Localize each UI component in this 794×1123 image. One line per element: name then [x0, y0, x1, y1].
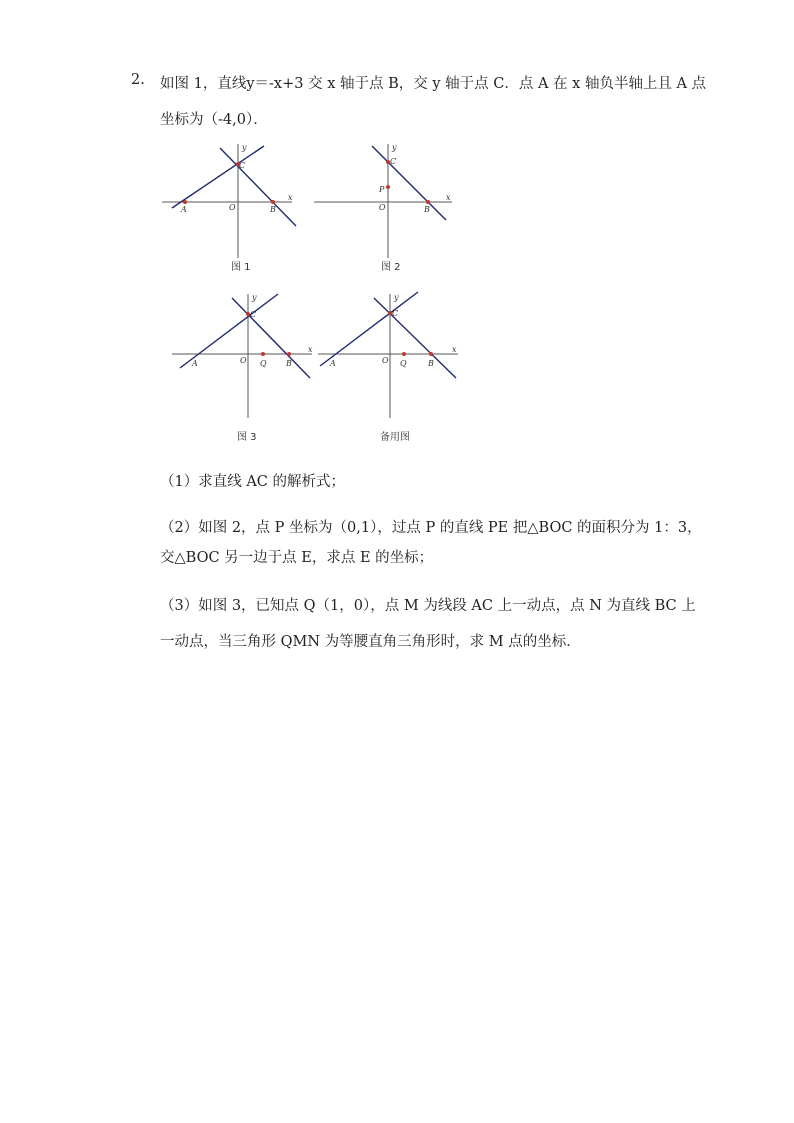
label-q: Q — [260, 359, 267, 368]
problem-number: 2. — [131, 72, 145, 88]
label-origin: O — [379, 203, 386, 212]
point-b — [426, 200, 430, 204]
label-a: A — [192, 359, 198, 368]
label-origin: O — [240, 356, 247, 365]
point-a — [183, 200, 187, 204]
figure-backup-caption: 备用图 — [380, 432, 410, 443]
line-ac — [172, 146, 264, 208]
label-y: y — [242, 143, 247, 152]
problem-line-1: 如图 1，直线y＝-x+3 交 x 轴于点 B，交 y 轴于点 C．点 A 在 x 轴负半轴上且 A 点 — [160, 76, 707, 92]
figure-1 — [160, 140, 300, 260]
label-b: B — [424, 205, 430, 214]
figure-2-caption: 图 2 — [381, 262, 401, 273]
point-q — [402, 352, 406, 356]
label-c: C — [390, 157, 397, 166]
label-origin: O — [382, 356, 389, 365]
label-x: x — [308, 345, 313, 354]
question-3-line-1: （3）如图 3，已知点 Q（1，0），点 M 为线段 AC 上一动点，点 N 为直线 BC 上 — [160, 598, 696, 614]
point-b — [271, 200, 275, 204]
label-b: B — [270, 205, 276, 214]
point-b — [287, 352, 291, 356]
figure-1-caption: 图 1 — [231, 262, 251, 273]
figure-2 — [312, 140, 454, 260]
label-origin: O — [229, 203, 236, 212]
point-q — [261, 352, 265, 356]
label-c: C — [250, 310, 257, 319]
question-2-line-2: 交△BOC 另一边于点 E，求点 E 的坐标； — [160, 550, 434, 566]
label-c: C — [392, 309, 399, 318]
label-a: A — [181, 205, 187, 214]
line-bc — [220, 148, 296, 226]
label-b: B — [428, 359, 434, 368]
label-q: Q — [400, 359, 407, 368]
figure-3-caption: 图 3 — [237, 432, 257, 443]
label-a: A — [330, 359, 336, 368]
figure-3 — [170, 290, 316, 420]
label-p: P — [379, 185, 385, 194]
question-2-line-1: （2）如图 2，点 P 坐标为（0,1），过点 P 的直线 PE 把△BOC 的面积分为 1：3， — [160, 520, 702, 536]
point-b — [429, 352, 433, 356]
question-1: （1）求直线 AC 的解析式； — [160, 474, 346, 490]
figure-backup — [316, 290, 462, 420]
question-3-line-2: 一动点，当三角形 QMN 为等腰直角三角形时，求 M 点的坐标． — [160, 634, 581, 650]
label-b: B — [286, 359, 292, 368]
label-y: y — [394, 293, 399, 302]
point-p — [386, 185, 390, 189]
label-x: x — [288, 193, 293, 202]
label-c: C — [239, 161, 246, 170]
label-y: y — [392, 143, 397, 152]
label-x: x — [446, 193, 451, 202]
label-y: y — [252, 293, 257, 302]
line-bc — [232, 298, 310, 378]
line-bc — [374, 298, 456, 378]
problem-line-2: 坐标为（-4,0）． — [160, 112, 268, 128]
label-x: x — [452, 345, 457, 354]
